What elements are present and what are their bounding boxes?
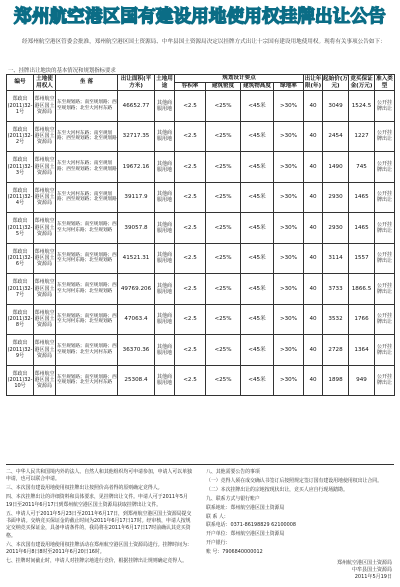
cell-type: 公开挂牌出让 — [375, 335, 395, 366]
cell-green: >30% — [274, 304, 304, 335]
cell-density: <25% — [206, 243, 241, 274]
terms-section — [6, 464, 394, 581]
cell-type: 公开挂牌出让 — [375, 152, 395, 183]
cell-owner: 郑州航空港区国土资源局 — [34, 182, 56, 213]
cell-price: 3733 — [323, 274, 349, 305]
header-density: 建筑密度 — [206, 83, 241, 91]
cell-price: 2930 — [323, 213, 349, 244]
cell-density: <25% — [206, 182, 241, 213]
terms-right-column — [206, 469, 392, 558]
cell-no: 郑政出(2011)32-8号 — [7, 304, 34, 335]
cell-area: 46652.77 — [118, 91, 155, 122]
cell-price: 2728 — [323, 335, 349, 366]
table-row — [7, 335, 395, 366]
cell-height: <45米 — [241, 274, 274, 305]
cell-type: 公开挂牌出让 — [375, 365, 395, 396]
term-paragraph: 九、联系方式与银行账户 — [206, 495, 260, 502]
cell-owner: 郑州航空港区国土资源局 — [34, 121, 56, 152]
cell-location: 东至规划路；南至规划路；西至大河村东路；北至规划路 — [56, 274, 118, 305]
cell-price: 2930 — [323, 182, 349, 213]
cell-green: >30% — [274, 243, 304, 274]
cell-use: 其他商服用地 — [155, 182, 175, 213]
cell-years: 40 — [304, 335, 323, 366]
cell-far: <2.5 — [175, 152, 206, 183]
cell-deposit: 1465 — [349, 182, 375, 213]
contact-line: 开户银行： — [206, 540, 231, 547]
cell-owner: 郑州航空港区国土资源局 — [34, 91, 56, 122]
cell-far: <2.5 — [175, 243, 206, 274]
cell-owner: 郑州航空港区国土资源局 — [34, 365, 56, 396]
cell-use: 其他商服用地 — [155, 243, 175, 274]
cell-density: <25% — [206, 335, 241, 366]
cell-years: 40 — [304, 243, 323, 274]
cell-years: 40 — [304, 121, 323, 152]
cell-years: 40 — [304, 274, 323, 305]
terms-left-column — [6, 469, 192, 567]
header-green: 绿地率 — [274, 83, 304, 91]
cell-far: <2.5 — [175, 304, 206, 335]
cell-height: <45米 — [241, 335, 274, 366]
contact-line: 开户单位：郑州航空港区国土资源局 — [206, 531, 285, 538]
cell-height: <45米 — [241, 121, 274, 152]
cell-far: <2.5 — [175, 121, 206, 152]
contact-line: 联系电话：0371-86198829 62100008 — [206, 522, 297, 529]
cell-price: 2454 — [323, 121, 349, 152]
cell-far: <2.5 — [175, 91, 206, 122]
issuer-line-2: 中牟县国土资源局 — [351, 567, 392, 573]
cell-owner: 郑州航空港区国土资源局 — [34, 243, 56, 274]
cell-years: 40 — [304, 152, 323, 183]
cell-area: 41521.31 — [118, 243, 155, 274]
intro-text: 经郑州航空港区管委会批准，郑州航空港区国土资源局、中牟县国土资源局决定以挂牌方式出让十宗国有建设用地使用权。现将有关事项公告如下： — [22, 39, 386, 45]
term-paragraph: 七、挂牌时间截止时，申请人对挂牌宗地进行竞价，根据挂牌出让规则确定竞得人。 — [6, 557, 187, 564]
cell-use: 其他商服用地 — [155, 213, 175, 244]
cell-owner: 郑州航空港区国土资源局 — [34, 335, 56, 366]
term-paragraph: 六、本次国有建设用地使用权挂牌活动在郑州航空港区国土资源局进行。挂牌时间为：2011年6月8日8时至2011年6月20日16时。 — [6, 541, 192, 556]
term-paragraph: 三、本次国有建设用地使用权挂牌出让按照价高者得的原则确定竞得人。 — [6, 485, 163, 492]
cell-density: <25% — [206, 152, 241, 183]
cell-deposit: 1557 — [349, 243, 375, 274]
cell-price: 3049 — [323, 91, 349, 122]
issue-date: 2011年5月19日 — [354, 574, 392, 580]
cell-green: >30% — [274, 274, 304, 305]
cell-deposit: 1227 — [349, 121, 375, 152]
cell-no: 郑政出(2011)32-10号 — [7, 365, 34, 396]
header-price: 起始价(万元) — [323, 75, 348, 89]
table-row — [7, 304, 395, 335]
cell-area: 39117.9 — [118, 182, 155, 213]
cell-height: <45米 — [241, 182, 274, 213]
cell-type: 公开挂牌出让 — [375, 274, 395, 305]
cell-area: 25308.4 — [118, 365, 155, 396]
cell-green: >30% — [274, 365, 304, 396]
cell-location: 东至规划路；南至规划路；西至规划路；北至大河村东路 — [56, 335, 118, 366]
cell-price: 3114 — [323, 243, 349, 274]
cell-no: 郑政出(2011)32-9号 — [7, 335, 34, 366]
cell-use: 其他商服用地 — [155, 274, 175, 305]
cell-location: 东至大河村东路；南至规划路；西至规划路；北至规划路 — [56, 152, 118, 183]
cell-location: 东至规划路；南至规划路；西至大河村东路；北至规划路 — [56, 213, 118, 244]
table-row — [7, 152, 395, 183]
cell-far: <2.5 — [175, 213, 206, 244]
cell-owner: 郑州航空港区国土资源局 — [34, 304, 56, 335]
cell-far: <2.5 — [175, 182, 206, 213]
cell-green: >30% — [274, 213, 304, 244]
contact-line: 联系地址：郑州航空港区国土资源局 — [206, 504, 285, 511]
cell-owner: 郑州航空港区国土资源局 — [34, 274, 56, 305]
term-paragraph: 二、中华人民共和国境内外的法人、自然人和其他组织均可申请参加，申请人可以单独申请，也可以联合申请。 — [6, 469, 192, 483]
cell-deposit: 949 — [349, 365, 375, 396]
table-row — [7, 243, 395, 274]
cell-years: 40 — [304, 91, 323, 122]
cell-years: 40 — [304, 304, 323, 335]
term-paragraph: （二）本次挂牌出让的宗地按现状出让，竞买人应自行现场踏勘。 — [206, 486, 348, 493]
cell-use: 其他商服用地 — [155, 152, 175, 183]
cell-area: 36370.36 — [118, 335, 155, 366]
term-paragraph: （一）竞得人须在成交确认书签订后按照规定签订国有建设用地使用权出让合同。 — [206, 477, 383, 484]
cell-far: <2.5 — [175, 365, 206, 396]
header-years: 出让年限(年) — [304, 75, 322, 89]
cell-type: 公开挂牌出让 — [375, 243, 395, 274]
cell-density: <25% — [206, 213, 241, 244]
cell-no: 郑政出(2011)32-3号 — [7, 152, 34, 183]
cell-price: 1490 — [323, 152, 349, 183]
cell-area: 32717.35 — [118, 121, 155, 152]
table-row — [7, 274, 395, 305]
cell-use: 其他商服用地 — [155, 365, 175, 396]
header-no: 编号 — [7, 75, 34, 91]
contact-line: 账 号：7906840000012 — [206, 549, 263, 556]
cell-green: >30% — [274, 121, 304, 152]
table-row — [7, 213, 395, 244]
table-row — [7, 365, 395, 396]
cell-deposit: 1524.5 — [349, 91, 375, 122]
cell-location: 东至规划路；南至规划路；西至大河村东路；北至规划路 — [56, 304, 118, 335]
table-row — [7, 121, 395, 152]
cell-years: 40 — [304, 213, 323, 244]
table-row — [7, 91, 395, 122]
cell-height: <45米 — [241, 91, 274, 122]
cell-location: 东至规划路；南至规划路；西至规划路；北至大河村东路 — [56, 365, 118, 396]
cell-density: <25% — [206, 304, 241, 335]
cell-height: <45米 — [241, 243, 274, 274]
header-area: 出让面积(平方米) — [118, 75, 155, 91]
intro-paragraph — [8, 38, 392, 46]
header-type: 准入类型 — [376, 75, 393, 89]
cell-price: 3532 — [323, 304, 349, 335]
cell-height: <45米 — [241, 213, 274, 244]
cell-green: >30% — [274, 152, 304, 183]
cell-area: 39057.8 — [118, 213, 155, 244]
cell-deposit: 1364 — [349, 335, 375, 366]
cell-no: 郑政出(2011)32-2号 — [7, 121, 34, 152]
cell-years: 40 — [304, 182, 323, 213]
cell-no: 郑政出(2011)32-4号 — [7, 182, 34, 213]
cell-type: 公开挂牌出让 — [375, 182, 395, 213]
term-paragraph: 四、本次挂牌出让的详细资料和具体要求，见挂牌出让文件。申请人可于2011年5月19日至2011年6月17日到郑州航空港区国土资源局获取挂牌出让文件。 — [6, 494, 188, 508]
cell-type: 公开挂牌出让 — [375, 121, 395, 152]
page-title: 郑州航空港区国有建设用地使用权挂牌出让公告 — [0, 0, 400, 30]
header-owner: 土地使用权人 — [34, 75, 56, 91]
cell-price: 1898 — [323, 365, 349, 396]
cell-no: 郑政出(2011)32-5号 — [7, 213, 34, 244]
land-parcel-table — [6, 74, 395, 396]
cell-years: 40 — [304, 365, 323, 396]
cell-use: 其他商服用地 — [155, 121, 175, 152]
section-note: 一、挂牌出让地块的基本情况和规划指标要求 — [8, 68, 116, 74]
cell-owner: 郑州航空港区国土资源局 — [34, 213, 56, 244]
header-location: 坐 落 — [56, 75, 118, 91]
cell-use: 其他商服用地 — [155, 335, 175, 366]
cell-green: >30% — [274, 91, 304, 122]
table-row — [7, 182, 395, 213]
cell-far: <2.5 — [175, 335, 206, 366]
cell-location: 东至规划路；南至规划路；西至规划路；北至大河村东路 — [56, 91, 118, 122]
cell-deposit: 1766 — [349, 304, 375, 335]
cell-type: 公开挂牌出让 — [375, 304, 395, 335]
term-paragraph: 五、申请人可于2011年5月23日至2011年6月17日，到郑州航空港区国土资源局提交书面申请。交纳竞买保证金的截止时间为2011年6月17日17时。经审核，申请人按规定交纳竞买保证金，具备申请条件的，我局将在2011年6月17日17时前确认其竞买资格。 — [6, 510, 192, 539]
header-use: 土地用途 — [156, 75, 173, 89]
cell-owner: 郑州航空港区国土资源局 — [34, 152, 56, 183]
cell-area: 47063.4 — [118, 304, 155, 335]
cell-height: <45米 — [241, 304, 274, 335]
cell-area: 19672.16 — [118, 152, 155, 183]
cell-deposit: 745 — [349, 152, 375, 183]
header-far: 容积率 — [175, 83, 206, 91]
cell-location: 东至大河村东路；南至规划路；西至规划路；北至规划路 — [56, 121, 118, 152]
cell-green: >30% — [274, 182, 304, 213]
cell-height: <45米 — [241, 365, 274, 396]
cell-density: <25% — [206, 121, 241, 152]
cell-green: >30% — [274, 335, 304, 366]
term-paragraph: 八、其他需要公告的事项 — [206, 469, 260, 475]
cell-density: <25% — [206, 365, 241, 396]
cell-location: 东至规划路；南至规划路；西至大河村东路；北至规划路 — [56, 243, 118, 274]
cell-type: 公开挂牌出让 — [375, 213, 395, 244]
cell-use: 其他商服用地 — [155, 91, 175, 122]
cell-height: <45米 — [241, 152, 274, 183]
cell-deposit: 1866.5 — [349, 274, 375, 305]
issuer-signature — [337, 560, 392, 581]
cell-density: <25% — [206, 91, 241, 122]
cell-no: 郑政出(2011)32-1号 — [7, 91, 34, 122]
issuer-line-1: 郑州航空港区国土资源局 — [336, 560, 392, 566]
cell-no: 郑政出(2011)32-7号 — [7, 274, 34, 305]
cell-type: 公开挂牌出让 — [375, 91, 395, 122]
cell-density: <25% — [206, 274, 241, 305]
header-deposit: 竞买保证金(万元) — [350, 75, 373, 89]
cell-deposit: 1465 — [349, 213, 375, 244]
cell-no: 郑政出(2011)32-6号 — [7, 243, 34, 274]
cell-area: 49769.206 — [118, 274, 155, 305]
header-plan: 规划设计要点 — [175, 75, 304, 83]
header-height: 建筑物高度 — [241, 83, 274, 91]
contact-line: 联 系 人： — [206, 513, 229, 520]
cell-use: 其他商服用地 — [155, 304, 175, 335]
cell-location: 东至大河村东路；南至规划路；西至规划路；北至规划路 — [56, 182, 118, 213]
cell-far: <2.5 — [175, 274, 206, 305]
